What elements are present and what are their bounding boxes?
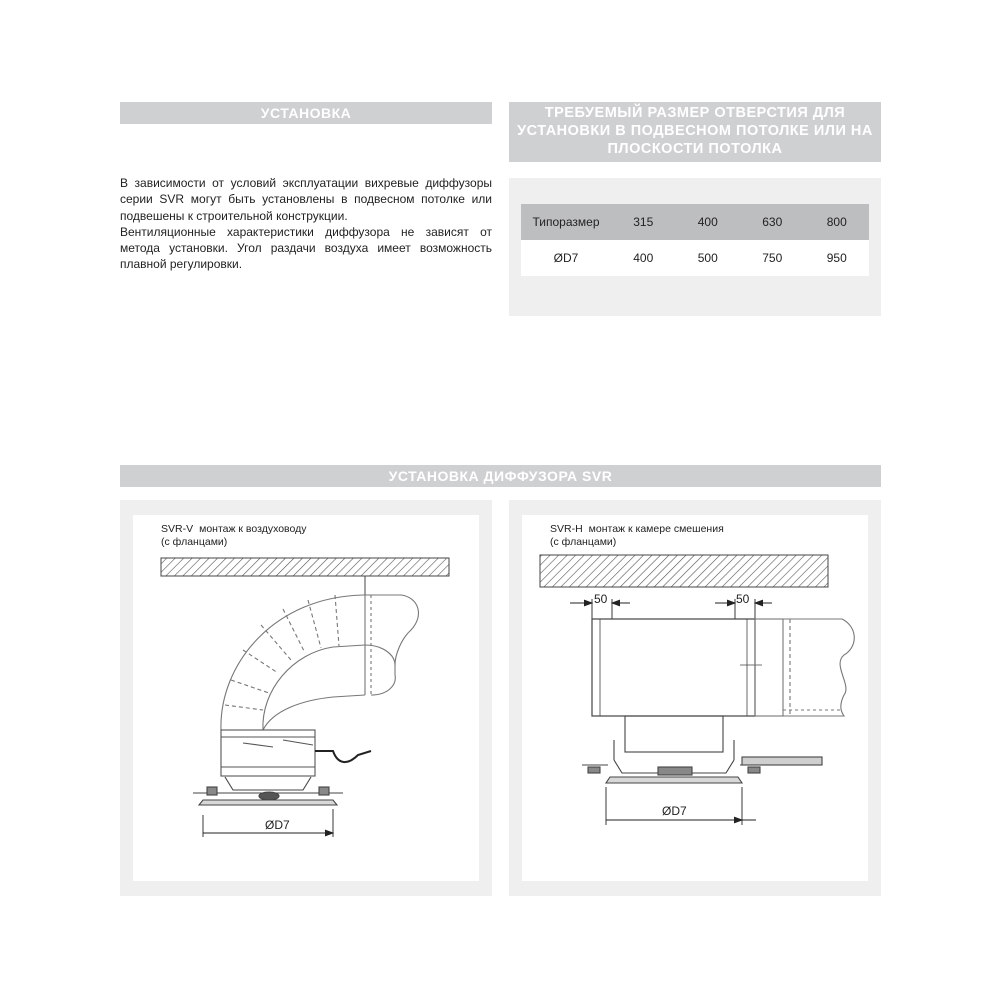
svr-h-dimension-label: ØD7 xyxy=(662,804,687,818)
mixing-chamber xyxy=(592,619,762,716)
installation-text xyxy=(120,175,492,273)
diffuser-plenum xyxy=(221,730,315,776)
dimension-50-left-label: 50 xyxy=(594,592,608,606)
actuator-cable xyxy=(315,751,371,762)
svr-v-diagram-panel xyxy=(120,500,492,896)
table-cell: ØD7 xyxy=(521,240,611,276)
svr-h-drawing xyxy=(522,515,868,881)
table-cell: 400 xyxy=(611,240,676,276)
table-row xyxy=(521,240,869,276)
installation-heading: УСТАНОВКА xyxy=(120,102,492,124)
table-cell: 750 xyxy=(740,240,805,276)
svr-h-diagram-panel xyxy=(509,500,881,896)
table-header-cell: 800 xyxy=(805,204,870,240)
installation-paragraph-2: Вентиляционные характеристики диффузора не зависят от метода установки. Угол раздачи воздуха имеет возможность плавной регулировки. xyxy=(120,224,492,272)
svr-v-drawing xyxy=(133,515,479,881)
table-header-cell: 315 xyxy=(611,204,676,240)
svr-v-dimension-label: ØD7 xyxy=(265,818,290,832)
svr-h-description: монтаж к камере смешения xyxy=(588,523,724,535)
installation-paragraph-1: В зависимости от условий эксплуатации вихревые диффузоры серии SVR могут быть установлены в подвесном потолке или подвешены к строительной конструкции. xyxy=(120,176,492,223)
hole-size-heading: ТРЕБУЕМЫЙ РАЗМЕР ОТВЕРСТИЯ ДЛЯ УСТАНОВКИ В ПОДВЕСНОМ ПОТОЛКЕ ИЛИ НА ПЛОСКОСТИ ПОТОЛКА xyxy=(509,102,881,162)
svr-v-diagram xyxy=(133,515,479,881)
svr-installation-heading: УСТАНОВКА ДИФФУЗОРА SVR xyxy=(120,465,881,487)
table-cell: 950 xyxy=(805,240,870,276)
table-header-cell: 400 xyxy=(676,204,741,240)
dimension-50-right-label: 50 xyxy=(736,592,750,606)
svr-v-description: монтаж к воздуховоду xyxy=(199,523,307,535)
ceiling-slab xyxy=(161,558,449,576)
side-duct xyxy=(755,619,854,716)
table-header-row xyxy=(521,204,869,240)
hole-size-table-panel xyxy=(509,178,881,316)
svr-h-description-2: (с фланцами) xyxy=(550,536,617,548)
svr-h-diagram xyxy=(522,515,868,881)
ceiling-slab xyxy=(540,555,828,587)
svr-v-description-2: (с фланцами) xyxy=(161,536,228,548)
svr-h-code: SVR-H xyxy=(550,523,583,535)
svr-v-code: SVR-V xyxy=(161,523,194,535)
diffuser-face xyxy=(582,716,822,783)
elbow-duct xyxy=(221,595,419,730)
table-cell: 500 xyxy=(676,240,741,276)
table-header-cell: 630 xyxy=(740,204,805,240)
hole-size-table xyxy=(521,204,869,276)
table-header-cell: Типоразмер xyxy=(521,204,611,240)
diffuser-face xyxy=(193,777,343,805)
